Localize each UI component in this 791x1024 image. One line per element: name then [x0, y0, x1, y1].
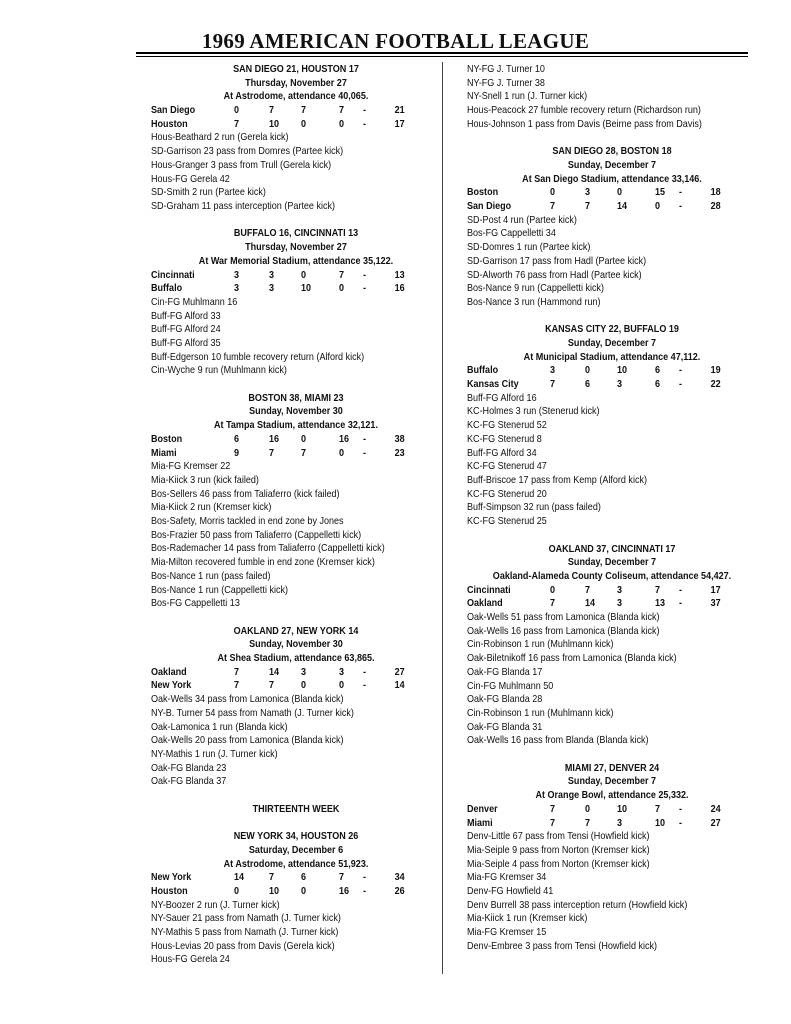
quarter-score: 7 — [585, 583, 591, 596]
scoring-play: KC-FG Stenerud 8 — [467, 432, 542, 445]
scoring-play: Cin-FG Muhlmann 16 — [151, 295, 238, 308]
quarter-score: 3 — [585, 186, 591, 199]
game-continuation — [467, 63, 757, 132]
game-venue: At Astrodome, attendance 40,065. — [223, 90, 369, 103]
quarter-score: 7 — [339, 268, 345, 281]
team-name: San Diego — [467, 200, 512, 212]
quarter-score: 7 — [301, 104, 307, 117]
quarter-score: 3 — [269, 268, 275, 281]
quarter-score: 7 — [269, 104, 275, 117]
column-divider — [442, 62, 443, 974]
quarter-score: 16 — [339, 432, 350, 445]
quarter-score: 0 — [655, 200, 661, 212]
quarter-score: 7 — [269, 446, 275, 459]
quarter-score: 0 — [339, 282, 345, 295]
quarter-score: 3 — [234, 268, 240, 281]
quarter-score: 7 — [269, 871, 275, 884]
quarter-score: 10 — [301, 282, 312, 295]
game-headline: NEW YORK 34, HOUSTON 26 — [233, 830, 359, 843]
scoring-play: NY-Mathis 1 run (J. Turner kick) — [151, 747, 278, 760]
scoring-play: Buff-Simpson 32 run (pass failed) — [467, 501, 601, 514]
ot-dash: - — [679, 802, 683, 815]
quarter-score: 7 — [234, 679, 240, 692]
quarter-score: 7 — [301, 446, 307, 459]
game-venue: At Orange Bowl, attendance 25,332. — [535, 789, 689, 802]
scoring-play: Oak-Wells 51 pass from Lamonica (Blanda kick) — [467, 610, 660, 623]
quarter-score: 10 — [269, 884, 280, 897]
scoring-play: Mia-Kiick 2 run (Kremser kick) — [151, 501, 272, 514]
team-name: Buffalo — [467, 364, 499, 377]
quarter-score: 7 — [655, 583, 661, 596]
final-score: 38 — [394, 432, 405, 445]
scoring-play: Mia-Seiple 4 pass from Norton (Kremser kick) — [467, 857, 650, 870]
game-summary — [151, 63, 441, 214]
game-venue: Oakland-Alameda County Coliseum, attendance 54,427. — [492, 569, 732, 582]
quarter-score: 7 — [585, 200, 591, 212]
ot-dash: - — [363, 432, 367, 445]
quarter-score: 0 — [234, 104, 240, 117]
team-name: Boston — [151, 432, 183, 445]
quarter-score: 10 — [269, 117, 280, 130]
scoring-play: Oak-FG Blanda 28 — [467, 693, 543, 706]
game-summary — [151, 392, 441, 611]
scoring-play: NY-FG J. Turner 10 — [467, 63, 545, 75]
score-line — [151, 269, 441, 283]
scoring-play: Bos-Safety, Morris tackled in end zone by Jones — [151, 515, 344, 528]
scoring-play: SD-Domres 1 run (Partee kick) — [467, 241, 591, 254]
quarter-score: 6 — [301, 871, 307, 884]
scoring-play: SD-Garrison 23 pass from Domres (Partee kick) — [151, 145, 344, 158]
team-name: Denver — [467, 802, 498, 815]
final-score: 34 — [394, 871, 405, 884]
scoring-play: Cin-Robinson 1 run (Muhlmann kick) — [467, 638, 614, 651]
game-summary — [151, 227, 441, 378]
quarter-score: 16 — [269, 432, 280, 445]
game-date: Sunday, December 7 — [567, 775, 657, 788]
quarter-score: 10 — [655, 816, 666, 829]
scoring-play: Mia-Milton recovered fumble in end zone (Kremser kick) — [151, 556, 375, 569]
scoring-play: SD-Post 4 run (Partee kick) — [467, 213, 577, 226]
quarter-score: 10 — [617, 802, 628, 815]
final-score: 24 — [710, 802, 721, 815]
scoring-play: Bos-FG Cappelletti 34 — [467, 227, 556, 240]
quarter-score: 6 — [585, 378, 591, 391]
scoring-play: SD-Smith 2 run (Partee kick) — [151, 186, 266, 199]
scoring-play: Denv Burrell 38 pass interception return (Howfield kick) — [467, 898, 688, 911]
scoring-play: Mia-FG Kremser 22 — [151, 460, 231, 473]
game-headline: MIAMI 27, DENVER 24 — [564, 761, 660, 774]
team-name: Kansas City — [467, 378, 519, 391]
team-name: Cincinnati — [467, 583, 511, 596]
scoring-play: Buff-Briscoe 17 pass from Kemp (Alford kick) — [467, 474, 647, 486]
score-line — [151, 679, 441, 693]
score-line — [151, 871, 441, 885]
game-summary — [151, 625, 441, 789]
game-summary — [467, 762, 757, 954]
score-line — [151, 104, 441, 118]
game-venue: At Municipal Stadium, attendance 47,112. — [523, 350, 701, 363]
scoring-play: Mia-Kiick 3 run (kick failed) — [151, 473, 259, 486]
quarter-score: 14 — [269, 665, 280, 678]
scoring-play: Oak-Wells 16 pass from Lamonica (Blanda kick) — [467, 624, 660, 637]
scoring-play: KC-FG Stenerud 47 — [467, 460, 547, 473]
quarter-score: 0 — [339, 446, 345, 459]
score-line — [151, 282, 441, 296]
scoring-play: NY-B. Turner 54 pass from Namath (J. Turner kick) — [151, 706, 354, 719]
scoring-play: Buff-FG Alford 16 — [467, 391, 537, 404]
quarter-score: 0 — [617, 186, 623, 199]
quarter-score: 0 — [585, 802, 591, 815]
quarter-score: 16 — [339, 884, 350, 897]
team-name: Cincinnati — [151, 268, 195, 281]
ot-dash: - — [363, 871, 367, 884]
scoring-play: NY-FG J. Turner 38 — [467, 76, 545, 89]
scoring-play: Denv-FG Howfield 41 — [467, 885, 554, 897]
quarter-score: 9 — [234, 446, 240, 459]
score-line — [467, 817, 757, 831]
game-summary — [151, 830, 441, 967]
game-summary — [467, 145, 757, 309]
game-date: Sunday, December 7 — [567, 158, 657, 171]
game-date: Sunday, December 7 — [567, 556, 657, 569]
quarter-score: 3 — [617, 583, 623, 596]
final-score: 13 — [394, 268, 405, 281]
game-venue: At Astrodome, attendance 51,923. — [223, 857, 369, 870]
game-date: Sunday, December 7 — [567, 337, 657, 349]
quarter-score: 3 — [617, 378, 623, 391]
ot-dash: - — [679, 816, 683, 829]
final-score: 28 — [710, 200, 721, 212]
ot-dash: - — [363, 282, 367, 295]
ot-dash: - — [363, 268, 367, 281]
score-line — [467, 186, 757, 200]
scoring-play: Hous-Levias 20 pass from Davis (Gerela kick) — [151, 939, 335, 952]
quarter-score: 0 — [550, 186, 556, 199]
quarter-score: 3 — [339, 665, 345, 678]
quarter-score: 7 — [550, 200, 556, 212]
final-score: 14 — [394, 679, 405, 692]
quarter-score: 6 — [655, 364, 661, 377]
scoring-play: Hous-Granger 3 pass from Trull (Gerela kick) — [151, 158, 332, 171]
scoring-play: Bos-Rademacher 14 pass from Taliaferro (Cappelletti kick) — [151, 542, 385, 555]
quarter-score: 7 — [339, 871, 345, 884]
score-line — [467, 597, 757, 611]
final-score: 17 — [710, 583, 721, 596]
final-score: 22 — [710, 378, 721, 391]
scoring-play: Oak-FG Blanda 37 — [151, 775, 227, 788]
quarter-score: 3 — [269, 282, 275, 295]
scoring-play: NY-Mathis 5 pass from Namath (J. Turner kick) — [151, 926, 339, 939]
scoring-play: Cin-Wyche 9 run (Muhlmann kick) — [151, 364, 287, 377]
quarter-score: 7 — [585, 816, 591, 829]
game-headline: KANSAS CITY 22, BUFFALO 19 — [545, 323, 679, 336]
quarter-score: 3 — [617, 816, 623, 829]
quarter-score: 7 — [269, 679, 275, 692]
scoring-play: SD-Graham 11 pass interception (Partee kick) — [151, 200, 336, 212]
final-score: 37 — [710, 597, 721, 610]
ot-dash: - — [679, 200, 683, 212]
quarter-score: 3 — [234, 282, 240, 295]
quarter-score: 0 — [339, 679, 345, 692]
quarter-score: 7 — [550, 802, 556, 815]
title-rule-thin — [136, 56, 748, 57]
title-rule-thick — [136, 52, 748, 54]
quarter-score: 13 — [655, 597, 666, 610]
scoring-play: NY-Boozer 2 run (J. Turner kick) — [151, 898, 280, 911]
final-score: 21 — [394, 104, 405, 117]
quarter-score: 7 — [550, 378, 556, 391]
game-date: Sunday, November 30 — [249, 405, 343, 418]
scoring-play: Hous-Peacock 27 fumble recovery return (Richardson run) — [467, 104, 701, 117]
scoring-play: KC-FG Stenerud 20 — [467, 487, 547, 500]
right-column — [467, 63, 757, 954]
final-score: 16 — [394, 282, 405, 295]
quarter-score: 7 — [234, 117, 240, 130]
team-name: New York — [151, 871, 192, 884]
scoring-play: NY-Snell 1 run (J. Turner kick) — [467, 90, 588, 103]
scoring-play: Cin-FG Muhlmann 50 — [467, 679, 554, 692]
game-venue: At San Diego Stadium, attendance 33,146. — [522, 172, 702, 185]
scoring-play: Bos-Nance 9 run (Cappelletti kick) — [467, 282, 605, 295]
final-score: 18 — [710, 186, 721, 199]
quarter-score: 7 — [550, 816, 556, 829]
scoring-play: Hous-FG Gerela 24 — [151, 953, 230, 966]
ot-dash: - — [679, 364, 683, 377]
scoring-play: Bos-Frazier 50 pass from Taliaferro (Cappelletti kick) — [151, 528, 362, 541]
game-venue: At War Memorial Stadium, attendance 35,122. — [198, 254, 394, 267]
scoring-play: Bos-Nance 3 run (Hammond run) — [467, 295, 601, 308]
team-name: Boston — [467, 186, 499, 199]
ot-dash: - — [679, 597, 683, 610]
game-headline: SAN DIEGO 21, HOUSTON 17 — [233, 63, 359, 75]
score-line — [467, 584, 757, 598]
ot-dash: - — [679, 186, 683, 199]
game-date: Thursday, November 27 — [245, 241, 347, 254]
scoring-play: Denv-Embree 3 pass from Tensi (Howfield kick) — [467, 939, 658, 952]
quarter-score: 0 — [301, 432, 307, 445]
scoring-play: Mia-FG Kremser 34 — [467, 871, 547, 884]
ot-dash: - — [363, 104, 367, 117]
team-name: New York — [151, 679, 192, 692]
quarter-score: 0 — [301, 679, 307, 692]
quarter-score: 0 — [301, 268, 307, 281]
page-title: 1969 AMERICAN FOOTBALL LEAGUE — [201, 29, 590, 53]
quarter-score: 7 — [339, 104, 345, 117]
quarter-score: 7 — [655, 802, 661, 815]
final-score: 27 — [710, 816, 721, 829]
team-name: San Diego — [151, 104, 196, 117]
quarter-score: 0 — [301, 117, 307, 130]
ot-dash: - — [363, 665, 367, 678]
score-line — [467, 364, 757, 378]
ot-dash: - — [363, 446, 367, 459]
scoring-play: Hous-Johnson 1 pass from Davis (Beirne pass from Davis) — [467, 117, 702, 130]
game-headline: BOSTON 38, MIAMI 23 — [248, 391, 344, 404]
team-name: Houston — [151, 884, 188, 897]
scoring-play: Bos-FG Cappelletti 13 — [151, 597, 240, 610]
game-summary — [467, 323, 757, 529]
scoring-play: Oak-Wells 16 pass from Blanda (Blanda kick) — [467, 734, 649, 747]
team-name: Miami — [467, 816, 493, 829]
score-line — [151, 885, 441, 899]
quarter-score: 6 — [234, 432, 240, 445]
quarter-score: 0 — [550, 583, 556, 596]
game-headline: SAN DIEGO 28, BOSTON 18 — [552, 145, 672, 158]
game-headline: OAKLAND 37, CINCINNATI 17 — [548, 542, 676, 555]
quarter-score: 7 — [234, 665, 240, 678]
team-name: Miami — [151, 446, 177, 459]
scoring-play: Mia-FG Kremser 15 — [467, 926, 547, 939]
quarter-score: 3 — [550, 364, 556, 377]
scoring-play: Hous-FG Gerela 42 — [151, 172, 230, 185]
score-line — [151, 447, 441, 461]
game-summary — [467, 543, 757, 749]
game-venue: At Shea Stadium, attendance 63,865. — [217, 652, 375, 665]
final-score: 26 — [394, 884, 405, 897]
scoring-play: Mia-Seiple 9 pass from Norton (Kremser kick) — [467, 843, 650, 856]
scoring-play: Buff-Edgerson 10 fumble recovery return (Alford kick) — [151, 350, 365, 363]
score-line — [467, 803, 757, 817]
scoring-play: Oak-Wells 34 pass from Lamonica (Blanda kick) — [151, 693, 344, 706]
score-line — [151, 118, 441, 132]
scoring-play: KC-FG Stenerud 25 — [467, 515, 547, 528]
scoring-play: Cin-Robinson 1 run (Muhlmann kick) — [467, 706, 614, 719]
game-date: Sunday, November 30 — [249, 638, 343, 651]
ot-dash: - — [363, 884, 367, 897]
quarter-score: 15 — [655, 186, 666, 199]
scoring-play: Hous-Beathard 2 run (Gerela kick) — [151, 131, 289, 144]
scoring-play: Oak-FG Blanda 23 — [151, 761, 227, 774]
quarter-score: 0 — [301, 884, 307, 897]
score-line — [467, 200, 757, 214]
team-name: Buffalo — [151, 282, 183, 295]
quarter-score: 14 — [234, 871, 245, 884]
scoring-play: Oak-Biletnikoff 16 pass from Lamonica (Blanda kick) — [467, 652, 677, 665]
game-date: Saturday, December 6 — [248, 843, 344, 856]
scoring-play: Buff-FG Alford 24 — [151, 323, 221, 336]
quarter-score: 3 — [617, 597, 623, 610]
scoring-play: Oak-FG Blanda 31 — [467, 720, 543, 733]
ot-dash: - — [679, 378, 683, 391]
ot-dash: - — [363, 679, 367, 692]
quarter-score: 0 — [585, 364, 591, 377]
scoring-play: Bos-Nance 1 run (Cappelletti kick) — [151, 583, 289, 596]
left-column — [151, 63, 441, 967]
game-headline: BUFFALO 16, CINCINNATI 13 — [233, 227, 359, 240]
team-name: Oakland — [467, 597, 503, 610]
scoring-play: Oak-FG Blanda 17 — [467, 665, 543, 678]
scoring-play: Oak-Lamonica 1 run (Blanda kick) — [151, 720, 288, 733]
final-score: 19 — [710, 364, 721, 377]
scoring-play: Denv-Little 67 pass from Tensi (Howfield kick) — [467, 830, 650, 843]
scoring-play: Buff-FG Alford 34 — [467, 446, 537, 459]
team-name: Houston — [151, 117, 188, 130]
quarter-score: 0 — [234, 884, 240, 897]
scoring-play: Bos-Sellers 46 pass from Taliaferro (kick failed) — [151, 487, 340, 500]
score-line — [467, 378, 757, 392]
final-score: 27 — [394, 665, 405, 678]
scoring-play: KC-FG Stenerud 52 — [467, 419, 547, 432]
game-headline: OAKLAND 27, NEW YORK 14 — [233, 624, 359, 637]
scoring-play: SD-Alworth 76 pass from Hadl (Partee kick) — [467, 268, 642, 281]
ot-dash: - — [679, 583, 683, 596]
week-heading: THIRTEENTH WEEK — [252, 802, 340, 815]
quarter-score: 7 — [550, 597, 556, 610]
scoring-play: SD-Garrison 17 pass from Hadl (Partee kick) — [467, 254, 647, 267]
scoring-play: KC-Holmes 3 run (Stenerud kick) — [467, 405, 600, 418]
score-line — [151, 666, 441, 680]
quarter-score: 14 — [585, 597, 596, 610]
scoring-play: Bos-Nance 1 run (pass failed) — [151, 569, 271, 582]
scoring-play: Buff-FG Alford 33 — [151, 309, 221, 322]
team-name: Oakland — [151, 665, 187, 678]
game-date: Thursday, November 27 — [245, 76, 347, 89]
quarter-score: 10 — [617, 364, 628, 377]
scoring-play: Buff-FG Alford 35 — [151, 336, 221, 349]
ot-dash: - — [363, 117, 367, 130]
quarter-score: 6 — [655, 378, 661, 391]
quarter-score: 3 — [301, 665, 307, 678]
scoring-play: Oak-Wells 20 pass from Lamonica (Blanda kick) — [151, 734, 344, 747]
final-score: 17 — [394, 117, 405, 130]
game-venue: At Tampa Stadium, attendance 32,121. — [214, 419, 378, 432]
quarter-score: 0 — [339, 117, 345, 130]
quarter-score: 14 — [617, 200, 628, 212]
scoring-play: NY-Sauer 21 pass from Namath (J. Turner kick) — [151, 912, 341, 925]
final-score: 23 — [394, 446, 405, 459]
scoring-play: Mia-Kiick 1 run (Kremser kick) — [467, 912, 588, 925]
score-line — [151, 433, 441, 447]
